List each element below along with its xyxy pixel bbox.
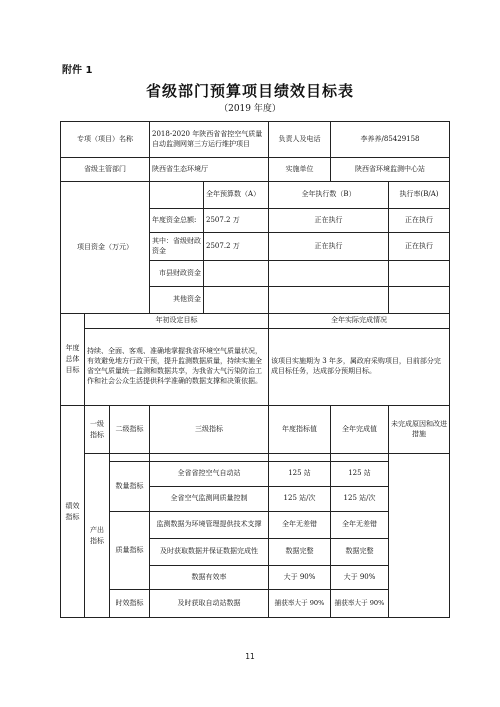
col-reason: 未完成原因和改进措施 [389, 406, 450, 454]
reason-cell [389, 454, 450, 618]
funds-row-name: 其中：省级财政资金 [150, 233, 204, 261]
col-exec: 全年执行数（B） [269, 182, 389, 209]
page-number: 11 [245, 652, 255, 661]
col-level3: 三级指标 [150, 406, 269, 454]
indicator-target: 大于 90% [269, 566, 331, 590]
funds-row-rate [389, 261, 450, 287]
funds-row-exec [269, 261, 389, 287]
funds-row-name: 其他资金 [150, 287, 204, 314]
blank-cell [331, 454, 389, 462]
funds-row-budget [204, 287, 269, 314]
actual-result-text: 该项目实施期为 3 年多，属政府采购项目，目前部分完成目标任务，达成部分预期目标。 [269, 329, 450, 406]
indicator-target: 125 站/次 [269, 487, 331, 512]
indicator-name: 监测数据为环境管理提供技术支撑 [150, 512, 269, 539]
indicator-done: 数据完整 [331, 539, 389, 566]
funds-row-name: 年度资金总额: [150, 209, 204, 233]
col-initial-goal: 年初设定目标 [85, 314, 269, 329]
unit-label: 实施单位 [269, 158, 331, 182]
col-level1: 一级指标 [85, 406, 110, 454]
unit-value: 陕西省环境监测中心站 [331, 158, 450, 182]
funds-row-rate: 正在执行 [389, 209, 450, 233]
attachment-label: 附件 1 [62, 65, 93, 76]
blank-cell [150, 454, 269, 462]
col-target: 年度指标值 [269, 406, 331, 454]
page-title: 省级部门预算项目绩效目标表 [145, 82, 354, 100]
indicator-group: 质量指标 [110, 512, 150, 590]
funds-row-budget: 2507.2 万 [204, 209, 269, 233]
funds-blank-header [150, 182, 204, 209]
initial-goal-text: 持续、全面、客观、准确地掌握我省环境空气质量状况，有效避免地方行政干预，提升监测数据质量，持续实施全省空气质量统一监测和数据共享，为我省大气污染防治工作和社会公众生活提供科学准确的数据支撑和决策依据。 [85, 329, 269, 406]
indicator-target: 数据完整 [269, 539, 331, 566]
indicator-done: 大于 90% [331, 566, 389, 590]
funds-row-exec: 正在执行 [269, 233, 389, 261]
performance-target-table [60, 121, 450, 618]
blank-cell [269, 454, 331, 462]
funds-row-exec [269, 287, 389, 314]
indicator-done: 125 站/次 [331, 487, 389, 512]
year-label: （2019 年度） [219, 104, 281, 114]
indicator-name: 全省省控空气自动站 [150, 462, 269, 487]
responsible-label: 负责人及电话 [269, 122, 331, 158]
project-name-value: 2018-2020 年陕西省省控空气质量自动监测网第三方运行维护项目 [150, 122, 269, 158]
funds-label: 项目资金（万元） [61, 182, 150, 314]
indicator-name: 全省空气监测网质量控制 [150, 487, 269, 512]
indicator-name: 及时获取数据并保证数据完成性 [150, 539, 269, 566]
indicator-done: 125 站 [331, 462, 389, 487]
col-level2: 二级指标 [110, 406, 150, 454]
dept-label: 省级主管部门 [61, 158, 150, 182]
funds-row-rate: 正在执行 [389, 233, 450, 261]
funds-row-rate [389, 287, 450, 314]
project-name-label: 专项（项目）名称 [61, 122, 150, 158]
col-done: 全年完成值 [331, 406, 389, 454]
col-actual-result: 全年实际完成情况 [269, 314, 450, 329]
indicator-target: 全年无差错 [269, 512, 331, 539]
indicators-label: 绩效指标 [61, 406, 85, 618]
col-rate: 执行率(B/A) [389, 182, 450, 209]
blank-cell [110, 454, 150, 462]
funds-row-budget: 2507.2 万 [204, 233, 269, 261]
indicator-done: 全年无差错 [331, 512, 389, 539]
goals-label: 年度总体目标 [61, 314, 85, 406]
indicator-name: 数据有效率 [150, 566, 269, 590]
indicator-group: 时效指标 [110, 590, 150, 618]
funds-row-exec: 正在执行 [269, 209, 389, 233]
responsible-value: 李养养/85429158 [331, 122, 450, 158]
funds-row-name: 市县财政资金 [150, 261, 204, 287]
funds-row-budget [204, 261, 269, 287]
indicator-name: 及时获取自动站数据 [150, 590, 269, 618]
indicator-done: 捕获率大于 90% [331, 590, 389, 618]
dept-value: 陕西省生态环境厅 [150, 158, 269, 182]
indicator-target: 捕获率大于 90% [269, 590, 331, 618]
level1-output: 产出指标 [85, 454, 110, 618]
indicator-group: 数量指标 [110, 462, 150, 512]
indicator-target: 125 站 [269, 462, 331, 487]
col-budget: 全年预算数（A） [204, 182, 269, 209]
